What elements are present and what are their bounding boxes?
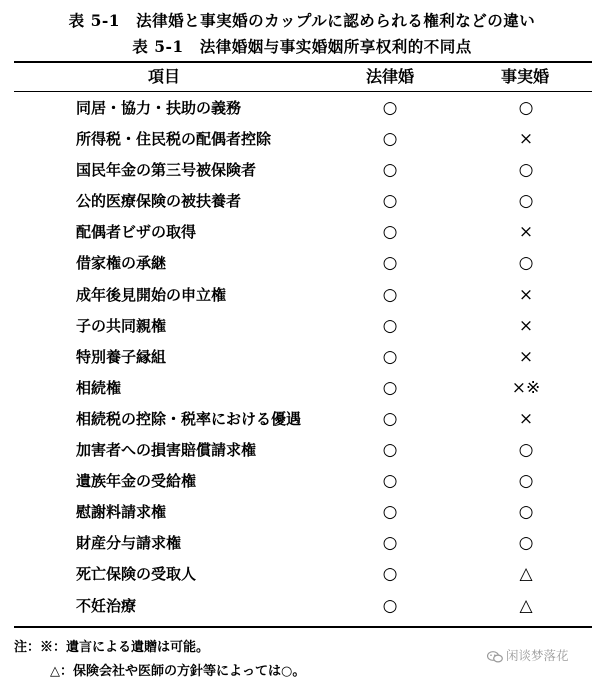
row-legal-mark: ○ [382,595,398,616]
table-row [0,248,604,279]
row-defacto-mark: ○ [518,191,534,212]
row-defacto-mark: ○ [518,98,534,118]
table-row [0,559,604,590]
footnote-bequest: 注：※：遺言による遺贈は可能。 [14,640,210,655]
watermark [487,646,569,664]
table-row [0,342,604,373]
table-row [0,217,604,248]
column-header-legal-marriage: 法律婚 [365,67,414,86]
footnote-insurance: △：保険会社や医師の方針等によっては○。 [50,664,306,679]
row-item: 加害者への損害賠償請求権 [76,441,257,460]
row-item: 相続税の控除・税率における優遇 [76,409,302,428]
row-item: 相続権 [76,378,122,397]
table-row [0,155,604,186]
row-legal-mark: ○ [382,129,398,150]
table-row [0,186,604,217]
row-item: 借家権の承継 [76,254,167,273]
row-legal-mark: ○ [382,408,398,429]
table-row [0,404,604,435]
row-defacto-mark: ○ [518,440,534,461]
row-item: 公的医療保険の被扶養者 [76,192,242,211]
table-row [0,124,604,155]
row-legal-mark: ○ [382,98,398,118]
row-legal-mark: ○ [382,253,398,274]
table-bottom-rule [14,626,592,628]
table-header-rule [14,91,592,92]
row-defacto-mark: ×※ [511,377,541,398]
table-title-japanese: 表 5-1 法律婚と事実婚のカップルに認められる権利などの違い [68,11,536,30]
row-legal-mark: ○ [382,284,398,305]
table-row [0,311,604,342]
row-item: 所得税・住民税の配偶者控除 [76,130,272,149]
row-item: 特別養子縁組 [76,347,167,366]
row-defacto-mark: ○ [518,502,534,523]
table-row [0,93,604,124]
row-item: 不妊治療 [76,596,137,615]
row-defacto-mark: ○ [518,253,534,274]
row-item: 国民年金の第三号被保険者 [76,161,257,180]
table-body [0,93,604,622]
table-row [0,373,604,404]
table-row [0,591,604,622]
row-defacto-mark: × [518,284,534,305]
row-item: 配偶者ビザの取得 [76,223,197,242]
table-row [0,466,604,497]
row-defacto-mark: △ [519,595,533,616]
watermark-text: 闲谈梦落花 [506,648,569,663]
row-legal-mark: ○ [382,377,398,398]
row-legal-mark: ○ [382,471,398,492]
row-item: 財産分与請求権 [76,534,182,553]
table-row [0,497,604,528]
row-defacto-mark: × [518,315,534,336]
row-defacto-mark: × [518,129,534,150]
row-item: 遺族年金の受給権 [76,472,197,491]
row-item: 子の共同親権 [76,316,167,335]
table-row [0,280,604,311]
row-defacto-mark: ○ [518,160,534,181]
row-legal-mark: ○ [382,191,398,212]
row-legal-mark: ○ [382,222,398,243]
table-title-chinese: 表 5-1 法律婚姻与事实婚姻所享权利的不同点 [132,37,472,56]
row-defacto-mark: × [518,346,534,367]
column-header-item: 項目 [147,67,180,86]
row-defacto-mark: ○ [518,533,534,554]
row-legal-mark: ○ [382,440,398,461]
row-item: 死亡保険の受取人 [76,565,197,584]
table-row [0,435,604,466]
row-item: 同居・協力・扶助の義務 [76,99,242,117]
wechat-icon [487,651,503,663]
column-header-defacto-marriage: 事実婚 [500,67,549,86]
table-row [0,528,604,559]
row-legal-mark: ○ [382,315,398,336]
row-legal-mark: ○ [382,502,398,523]
row-legal-mark: ○ [382,533,398,554]
row-defacto-mark: ○ [518,471,534,492]
row-legal-mark: ○ [382,160,398,181]
row-defacto-mark: △ [519,564,533,585]
row-item: 成年後見開始の申立権 [76,285,227,304]
row-defacto-mark: × [518,222,534,243]
row-legal-mark: ○ [382,346,398,367]
row-legal-mark: ○ [382,564,398,585]
row-defacto-mark: × [518,408,534,429]
row-item: 慰謝料請求権 [76,503,167,522]
